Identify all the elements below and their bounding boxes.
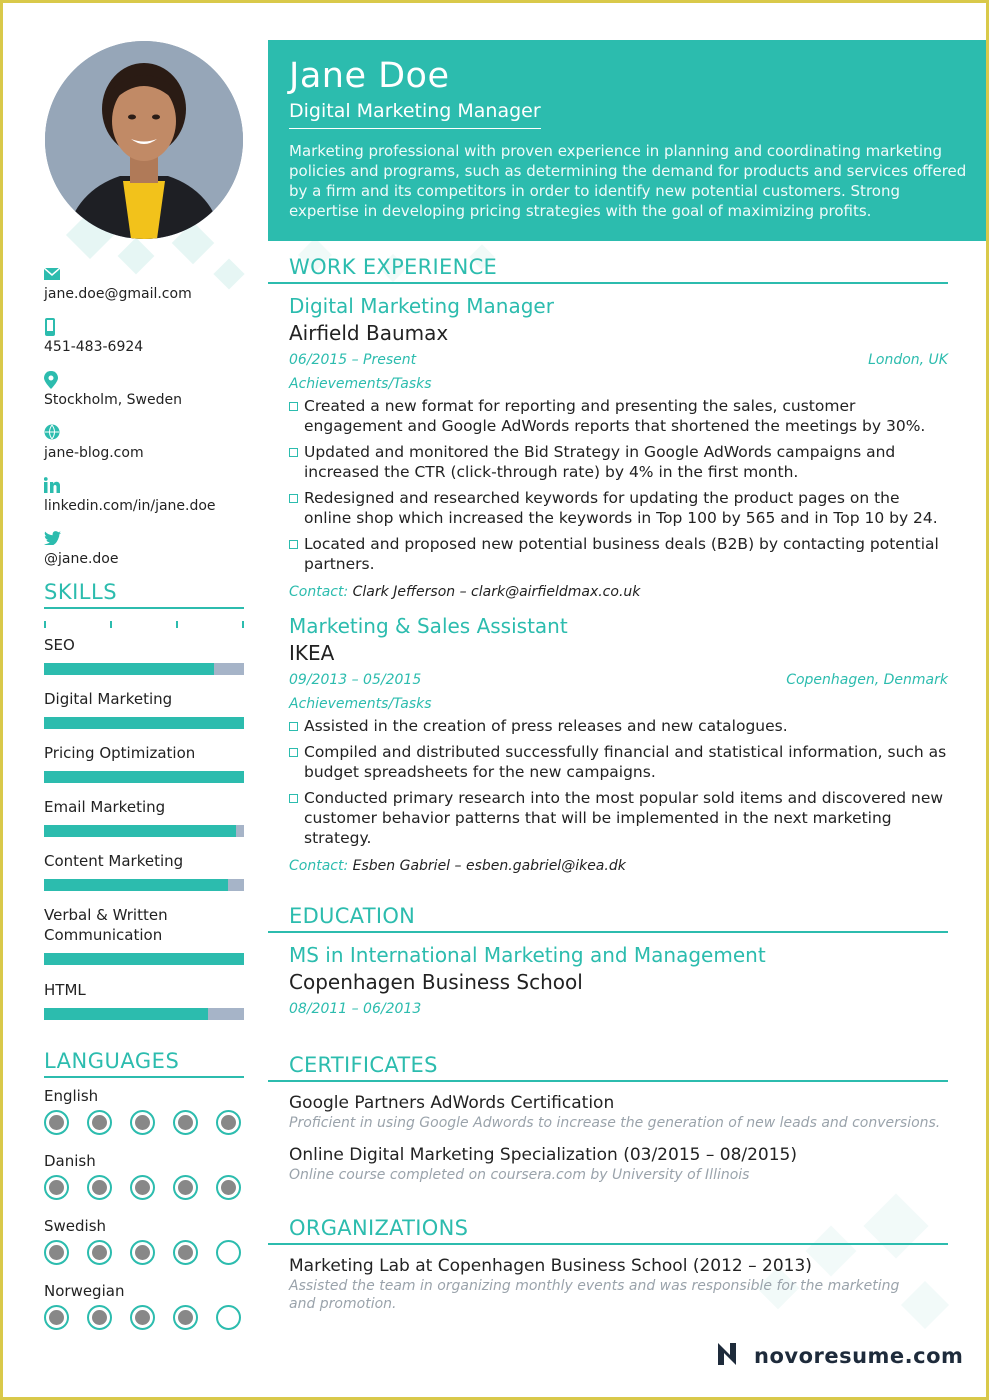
job-entry [268,612,948,878]
skill-label: Pricing Optimization [44,744,196,762]
contact-text: 451-483-6924 [44,339,144,355]
rating-dot-filled [173,1240,198,1265]
skill-bar-fill [44,717,244,729]
rating-dot-filled [87,1175,112,1200]
rating-dot-filled [87,1110,112,1135]
language-rating [44,1240,244,1265]
person-role: Digital Marketing Manager [289,98,541,129]
skill-label: Content Marketing [44,852,184,870]
skill-scale-tick [176,621,178,628]
skill-label: HTML [44,981,86,999]
task-item: Conducted primary research into the most popular sold items and discovered new customer behavior patterns that will be implemented in the next marketing strategy. [289,788,948,848]
organization-description: Assisted the team in organizing monthly events and was responsible for the marketing and promotion. [289,1278,900,1312]
novoresume-brand[interactable] [716,1341,963,1371]
skill-bar-fill [44,663,214,675]
language-item [44,1281,244,1346]
language-label: Norwegian [44,1282,125,1300]
skill-bar-fill [44,1008,208,1020]
rating-dot-filled [130,1305,155,1330]
organization-name: Marketing Lab at Copenhagen Business School (2012 – 2013) [289,1256,812,1276]
skill-bar [44,825,244,837]
skill-item [44,635,244,689]
task-item: Assisted in the creation of press releases and new catalogues. [289,716,948,736]
education-meta [289,997,948,1021]
certificate-name: Online Digital Marketing Specialization (03/2015 – 08/2015) [289,1145,798,1165]
education-dates: 08/2011 – 06/2013 [289,1001,422,1017]
novoresume-logo-icon [716,1341,746,1371]
education-entry [268,941,948,1021]
rating-dot-filled [87,1305,112,1330]
skill-bar [44,879,244,891]
main-content [268,253,948,1313]
header-banner [268,40,989,241]
job-location: Copenhagen, Denmark [786,672,948,688]
rating-dot-filled [44,1305,69,1330]
task-list [289,716,948,848]
tasks-label: Achievements/Tasks [289,696,432,712]
skill-scale-tick [44,621,46,628]
rating-dot-filled [44,1240,69,1265]
skill-label: Digital Marketing [44,690,173,708]
rating-dot-filled [173,1305,198,1330]
education-heading: EDUCATION [268,902,948,933]
degree-title: MS in International Marketing and Management [289,943,766,967]
language-rating [44,1175,244,1200]
skill-bar [44,663,244,675]
school-name: Copenhagen Business School [289,970,583,994]
company-name: IKEA [289,641,335,665]
organization-item [268,1255,948,1313]
contact-linkedin[interactable] [44,477,244,530]
skills-list [44,635,244,1034]
skill-bar-fill [44,825,236,837]
certificates-heading: CERTIFICATES [268,1051,948,1082]
rating-dot-empty [216,1240,241,1265]
skill-item [44,905,244,980]
rating-dot-filled [173,1175,198,1200]
contact-text: linkedin.com/in/jane.doe [44,498,216,514]
contact-location [44,371,244,424]
company-name: Airfield Baumax [289,321,449,345]
skill-label: SEO [44,636,75,654]
task-list [289,396,948,574]
skill-scale-ticks [44,621,244,629]
rating-dot-empty [216,1305,241,1330]
job-entry [268,292,948,604]
contact-website[interactable] [44,424,244,477]
rating-dot-filled [173,1110,198,1135]
reference-label: Contact: [289,858,349,874]
contact-phone[interactable] [44,318,244,371]
language-label: English [44,1087,99,1105]
job-reference [289,854,948,878]
rating-dot-filled [44,1175,69,1200]
rating-dot-filled [216,1110,241,1135]
certificate-item [268,1092,948,1132]
rating-dot-filled [130,1175,155,1200]
language-label: Swedish [44,1217,107,1235]
language-item [44,1216,244,1281]
profile-photo [45,41,243,239]
contact-list [44,265,244,583]
profile-summary: Marketing professional with proven experience in planning and coordinating marketing policies and programs, such as determining the demand for products and services offered by a firm and its competitors in order to identify new potential customers. Strong expertise in developing pricing strategies with the goal of maximizing profits. [289,142,967,220]
person-name: Jane Doe [289,56,450,96]
skill-bar-fill [44,953,244,965]
job-dates: 06/2015 – Present [289,352,417,368]
skill-scale-tick [110,621,112,628]
skill-label: Verbal & Written Communication [44,906,168,944]
skill-item [44,797,244,851]
job-location: London, UK [868,352,948,368]
twitter-icon [44,530,244,550]
profile-photo-illustration [45,41,243,239]
rating-dot-filled [130,1240,155,1265]
language-rating [44,1305,244,1330]
brand-text: novoresume.com [754,1344,964,1368]
job-title: Marketing & Sales Assistant [289,614,568,638]
skills-heading: SKILLS [44,580,244,609]
contact-text: jane-blog.com [44,445,144,461]
skill-bar [44,953,244,965]
language-item [44,1151,244,1216]
job-title: Digital Marketing Manager [289,294,554,318]
language-rating [44,1110,244,1135]
language-item [44,1086,244,1151]
skill-label: Email Marketing [44,798,166,816]
location-pin-icon [44,371,244,391]
job-meta [289,348,948,372]
reference-label: Contact: [289,584,349,600]
contact-email[interactable] [44,265,244,318]
globe-icon [44,424,244,444]
rating-dot-filled [87,1240,112,1265]
skill-bar [44,717,244,729]
organizations-heading: ORGANIZATIONS [268,1214,948,1245]
contact-text: @jane.doe [44,551,119,567]
skill-item [44,980,244,1034]
languages-heading: LANGUAGES [44,1049,244,1078]
skill-scale-tick [242,621,244,628]
skill-bar-fill [44,771,244,783]
languages-list [44,1086,244,1346]
contact-text: Stockholm, Sweden [44,392,182,408]
task-item: Compiled and distributed successfully financial and statistical information, such as budget spreadsheets for the new campaigns. [289,742,948,782]
certificate-description: Online course completed on coursera.com by University of Illinois [289,1167,750,1183]
job-dates: 09/2013 – 05/2015 [289,672,422,688]
skill-bar-fill [44,879,228,891]
skill-item [44,689,244,743]
skill-bar [44,771,244,783]
linkedin-icon [44,477,244,497]
language-label: Danish [44,1152,96,1170]
job-reference [289,580,948,604]
certificate-item [268,1144,948,1184]
task-item: Located and proposed new potential business deals (B2B) by contacting potential partners. [289,534,948,574]
phone-icon [44,318,244,338]
task-item: Updated and monitored the Bid Strategy in Google AdWords campaigns and increased the CTR (click-through rate) by 4% in the first month. [289,442,948,482]
rating-dot-filled [216,1175,241,1200]
skill-item [44,743,244,797]
contact-text: jane.doe@gmail.com [44,286,192,302]
skill-item [44,851,244,905]
job-meta [289,668,948,692]
work-experience-heading: WORK EXPERIENCE [268,253,948,284]
skill-bar [44,1008,244,1020]
certificate-name: Google Partners AdWords Certification [289,1093,615,1113]
task-item: Redesigned and researched keywords for updating the product pages on the online shop which increased the keywords in Top 100 by 565 and in Top 10 by 24. [289,488,948,528]
contact-twitter[interactable] [44,530,244,583]
envelope-icon [44,265,244,285]
task-item: Created a new format for reporting and presenting the sales, customer engagement and Google AdWords reports that shortened the meetings by 30%. [289,396,948,436]
reference-value: Clark Jefferson – clark@airfieldmax.co.uk [352,584,641,600]
reference-value: Esben Gabriel – esben.gabriel@ikea.dk [352,858,626,874]
rating-dot-filled [44,1110,69,1135]
rating-dot-filled [130,1110,155,1135]
certificate-description: Proficient in using Google Adwords to increase the generation of new leads and conversions. [289,1115,941,1131]
tasks-label: Achievements/Tasks [289,376,432,392]
